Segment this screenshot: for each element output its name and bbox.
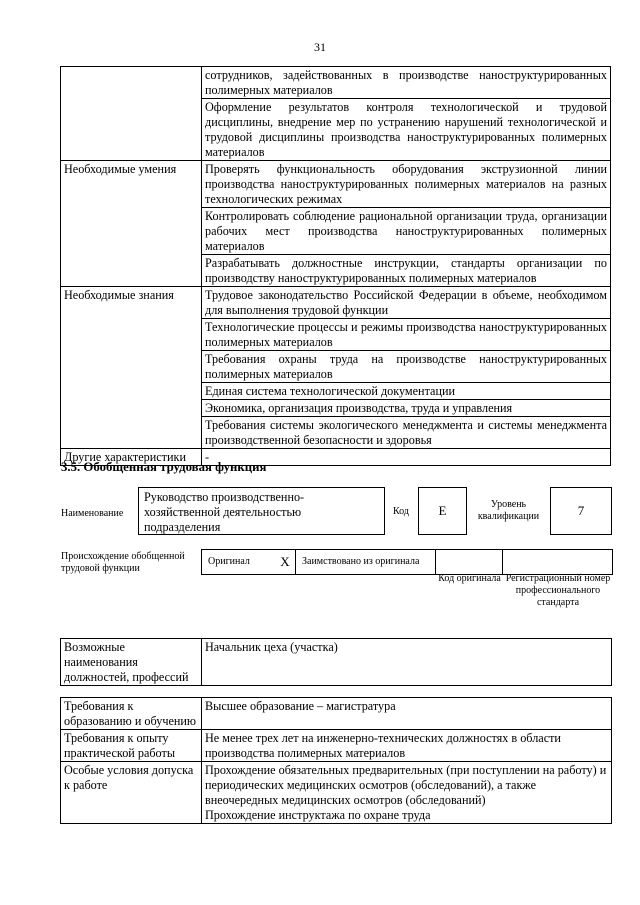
table-row <box>61 287 611 319</box>
table-cell: - <box>202 449 611 466</box>
table-cell: Требования системы экологического менеджмента и системы менеджмента производственной безопасности и здоровья <box>202 417 611 449</box>
row-label-skills: Необходимые умения <box>61 161 202 287</box>
table-row <box>61 698 612 730</box>
positions-value: Начальник цеха (участка) <box>202 639 612 686</box>
table-cell: Экономика, организация производства, труда и управления <box>202 400 611 417</box>
row-label-knowledge: Необходимые знания <box>61 287 202 449</box>
table-row <box>61 67 611 99</box>
code-value: E <box>418 487 467 535</box>
table-cell: Оформление результатов контроля технологической и трудовой дисциплины, внедрение мер по устранению нарушений технологической и трудовой дисциплины производства наноструктурированных полимерных материалов <box>202 99 611 161</box>
table-row <box>61 639 612 686</box>
page-number: 31 <box>314 40 326 54</box>
qualification-level-label: Уровень квалификации <box>477 499 540 522</box>
code-label: Код <box>393 506 409 517</box>
medical-exams-text: Прохождение обязательных предварительных (при поступлении на работу) и периодических медицинских осмотров (обследований), а также внеочередных медицинских осмотров (обследований) <box>205 763 607 807</box>
table-cell: Проверять функциональность оборудования экструзионной линии производства наноструктурированных полимерных материалов на разных технологических режимах <box>202 161 611 208</box>
requirements-table <box>60 697 612 824</box>
registration-number-caption: Регистрационный номер профессионального стандарта <box>505 573 611 608</box>
skills-knowledge-table <box>60 66 611 466</box>
table-cell: Разрабатывать должностные инструкции, стандарты организации по производству наноструктурированных полимерных материалов <box>202 255 611 287</box>
table-row <box>61 730 612 762</box>
table-row <box>61 762 612 824</box>
row-label-empty <box>61 67 202 161</box>
table-cell: Технологические процессы и режимы производства наноструктурированных полимерных материалов <box>202 319 611 351</box>
special-conditions-value <box>202 762 612 824</box>
origin-label: Происхождение обобщенной трудовой функции <box>61 551 185 574</box>
code-original-cell <box>436 550 503 574</box>
positions-label: Возможные наименования должностей, профессий <box>61 639 202 686</box>
origin-box <box>201 549 613 575</box>
table-cell: Требования охраны труда на производстве наноструктурированных полимерных материалов <box>202 351 611 383</box>
experience-value: Не менее трех лет на инженерно-технических должностях в области производства полимерных материалов <box>202 730 612 762</box>
safety-briefing-text: Прохождение инструктажа по охране труда <box>205 808 431 822</box>
table-cell: Трудовое законодательство Российской Федерации в объеме, необходимом для выполнения трудовой функции <box>202 287 611 319</box>
section-heading: 3.5. Обобщенная трудовая функция <box>61 460 267 474</box>
special-conditions-label: Особые условия допуска к работе <box>61 762 202 824</box>
code-original-caption: Код оригинала <box>438 573 501 584</box>
education-value: Высшее образование – магистратура <box>202 698 612 730</box>
qualification-level-value: 7 <box>550 487 612 535</box>
experience-label: Требования к опыту практической работы <box>61 730 202 762</box>
table-cell: сотрудников, задействованных в производстве наноструктурированных полимерных материалов <box>202 67 611 99</box>
original-mark: X <box>280 554 290 569</box>
function-name-value: Руководство производственно-хозяйственной деятельностью подразделения <box>138 487 385 535</box>
original-label: Оригинал <box>208 556 250 567</box>
name-label: Наименование <box>61 508 124 519</box>
table-cell: Контролировать соблюдение рациональной организации труда, организации рабочих мест производства наноструктурированных полимерных материалов <box>202 208 611 255</box>
positions-table <box>60 638 612 686</box>
original-cell <box>202 550 296 574</box>
row-label-other: Другие характеристики <box>61 449 202 466</box>
table-row <box>61 161 611 208</box>
table-cell: Единая система технологической документации <box>202 383 611 400</box>
borrowed-label: Заимствовано из оригинала <box>296 550 436 574</box>
education-label: Требования к образованию и обучению <box>61 698 202 730</box>
